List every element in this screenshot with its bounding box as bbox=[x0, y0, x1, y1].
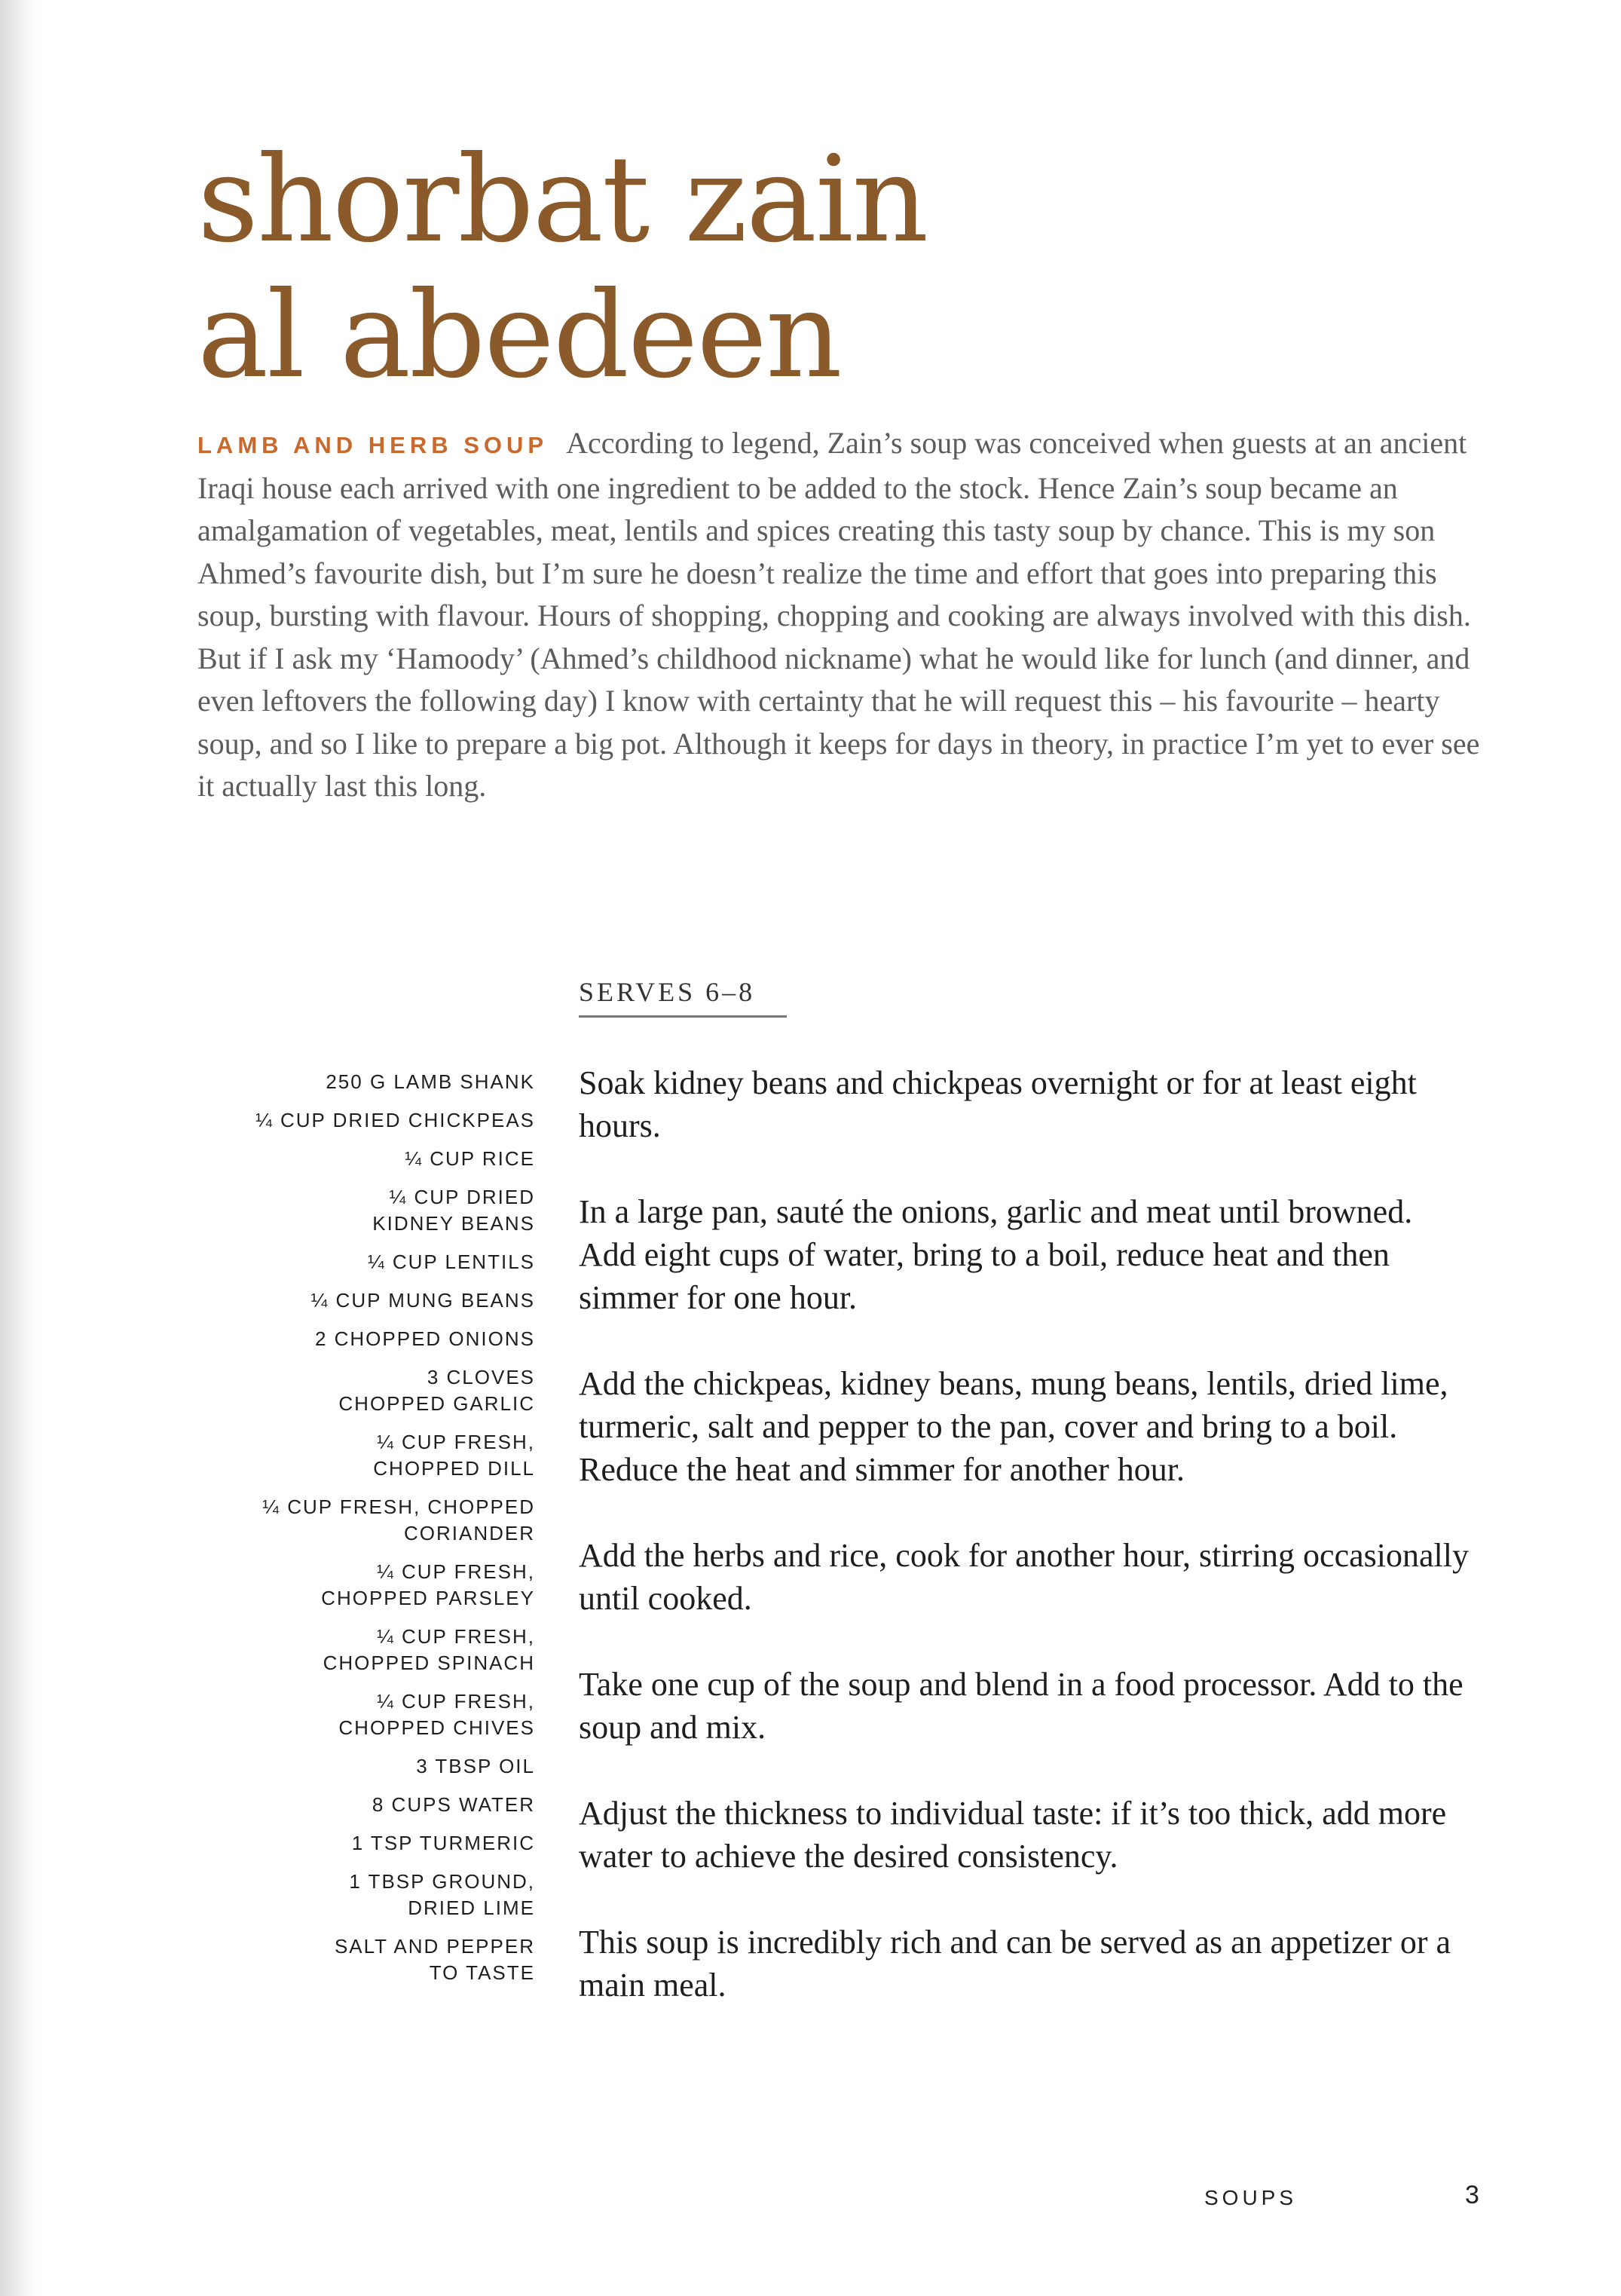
recipe-title-line-2: al abedeen bbox=[197, 266, 841, 405]
serves-heading: SERVES 6–8 bbox=[579, 976, 787, 1018]
ingredient-item: SALT AND PEPPER TO TASTE bbox=[334, 1935, 535, 1984]
ingredient-item: 1 TBSP GROUND, DRIED LIME bbox=[349, 1870, 535, 1919]
ingredient-item: 250 G LAMB SHANK bbox=[326, 1070, 535, 1093]
ingredient-item: ¼ CUP FRESH, CHOPPED CORIANDER bbox=[262, 1495, 535, 1544]
page-gutter-shadow bbox=[0, 0, 39, 2296]
recipe-intro bbox=[197, 422, 1494, 808]
footer-section-label: SOUPS bbox=[1204, 2186, 1298, 2209]
method-step: Add the chickpeas, kidney beans, mung beans, lentils, dried lime, turmeric, salt and pepper to the pan, cover and bring to a boil. Reduce the heat and simmer for another hour. bbox=[579, 1365, 1448, 1488]
ingredient-item: ¼ CUP DRIED CHICKPEAS bbox=[255, 1109, 535, 1131]
intro-text: According to legend, Zain’s soup was conceived when guests at an ancient Iraqi house each arrived with one ingredient to be added to the stock. Hence Zain’s soup became an amalgamation of vegetables, meat, lentils and spices creating this tasty soup by chance. This is my son Ahmed’s favourite dish, but I’m sure he doesn’t realize the time and effort that goes into preparing this soup, bursting with flavour. Hours of shopping, chopping and cooking are always involved with this dish. But if I ask my ‘Hamoody’ (Ahmed’s childhood nickname) what he would like for lunch (and dinner, and even leftovers the following day) I know with certainty that he will request this – his favourite – hearty soup, and so I like to prepare a big pot. Although it keeps for days in theory, in practice I’m yet to ever see it actually last this long. bbox=[197, 426, 1480, 803]
method-step: Add the herbs and rice, cook for another hour, stirring occasionally until cooked. bbox=[579, 1537, 1469, 1617]
method-steps bbox=[579, 1061, 1476, 2050]
ingredient-item: 8 CUPS WATER bbox=[372, 1793, 535, 1816]
ingredient-item: ¼ CUP LENTILS bbox=[367, 1251, 535, 1273]
method-step: This soup is incredibly rich and can be served as an appetizer or a main meal. bbox=[579, 1924, 1451, 2004]
ingredient-item: ¼ CUP RICE bbox=[405, 1147, 535, 1170]
ingredient-item: 3 TBSP OIL bbox=[416, 1755, 535, 1777]
ingredient-item: ¼ CUP FRESH, CHOPPED PARSLEY bbox=[321, 1560, 535, 1609]
method-step: Soak kidney beans and chickpeas overnight or for at least eight hours. bbox=[579, 1064, 1417, 1144]
recipe-subtitle: LAMB AND HERB SOUP bbox=[197, 432, 549, 458]
page-number: 3 bbox=[1465, 2181, 1479, 2209]
ingredient-item: ¼ CUP FRESH, CHOPPED DILL bbox=[373, 1431, 535, 1480]
method-step: Take one cup of the soup and blend in a food processor. Add to the soup and mix. bbox=[579, 1666, 1463, 1746]
ingredient-item: 3 CLOVES CHOPPED GARLIC bbox=[338, 1366, 535, 1415]
ingredient-item: 2 CHOPPED ONIONS bbox=[314, 1327, 535, 1350]
ingredient-item: 1 TSP TURMERIC bbox=[351, 1832, 535, 1854]
recipe-title bbox=[197, 132, 1252, 403]
method-step: In a large pan, sauté the onions, garlic and meat until browned. Add eight cups of water, bring to a boil, reduce heat and then simmer for one hour. bbox=[579, 1193, 1413, 1316]
ingredient-item: ¼ CUP DRIED KIDNEY BEANS bbox=[372, 1186, 535, 1235]
ingredient-item: ¼ CUP MUNG BEANS bbox=[310, 1289, 535, 1312]
ingredient-item: ¼ CUP FRESH, CHOPPED CHIVES bbox=[338, 1690, 535, 1739]
recipe-title-line-1: shorbat zain bbox=[197, 130, 928, 269]
method-step: Adjust the thickness to individual taste: if it’s too thick, add more water to achieve the desired consistency. bbox=[579, 1795, 1447, 1875]
ingredient-item: ¼ CUP FRESH, CHOPPED SPINACH bbox=[323, 1625, 535, 1674]
ingredient-list bbox=[197, 1069, 535, 1998]
